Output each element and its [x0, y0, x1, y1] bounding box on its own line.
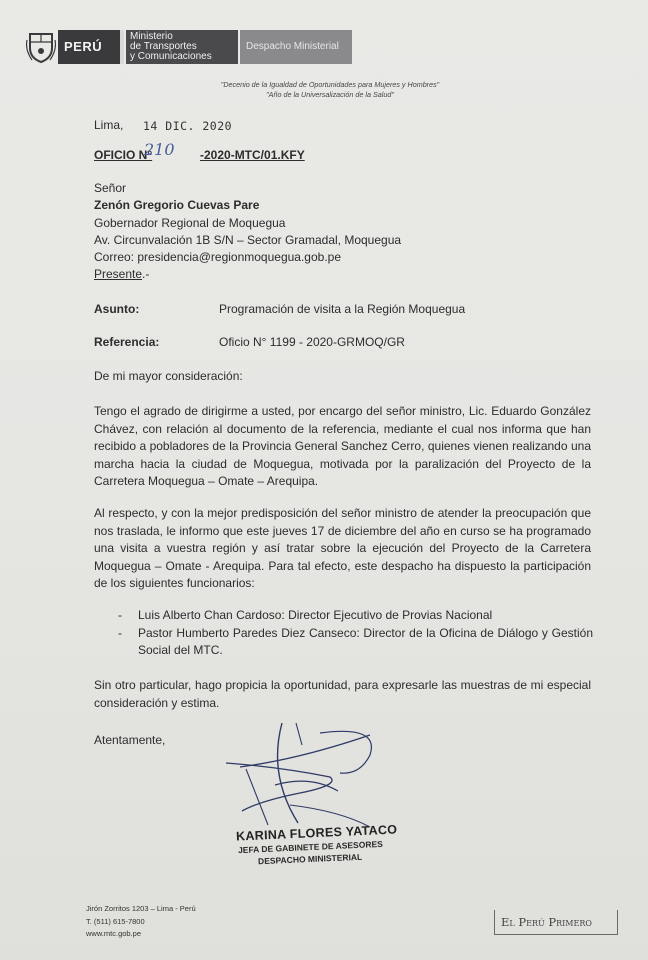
signature-name: KARINA FLORES YATACO [235, 822, 398, 844]
official-2: Pastor Humberto Paredes Diez Canseco: Director de la Oficina de Diálogo y Gestión Social del MTC. [138, 625, 593, 657]
date-stamp: 14 DIC. 2020 [143, 119, 233, 133]
decenio-line-1: "Decenio de la Igualdad de Oportunidades para Mujeres y Hombres" [220, 80, 440, 89]
presente-text: Presente [94, 267, 143, 282]
footer-address: Jirón Zorritos 1203 – Lima - Perú [86, 904, 196, 913]
official-1: Luis Alberto Chan Cardoso: Director Ejecutivo de Provias Nacional [138, 608, 493, 622]
presente [94, 266, 401, 283]
officials-list [118, 607, 593, 660]
peru-box [58, 30, 124, 64]
office-box [240, 30, 352, 64]
footer-phone: T. (511) 615-7800 [86, 916, 145, 926]
country-label: PERÚ [64, 39, 103, 54]
presente-suffix: .- [142, 267, 150, 282]
salutation: Señor [94, 181, 127, 195]
letterhead [26, 28, 339, 66]
recipient-title: Gobernador Regional de Moquegua [94, 215, 286, 230]
oficio-prefix: OFICIO N° [94, 148, 153, 162]
paragraph-2: Al respecto, y con la mejor predisposición del señor ministro de atender la preocupación que nos traslada, le informo que este jueves 17 de diciembre del año en curso se ha programado una visita a vuestra región y así tratar sobre la ejecución del Proyecto de la Carretera Moquegua – Omate - Arequipa. Para tal efecto, este despacho ha dispuesto la participación de los siguientes funcionarios: [94, 506, 591, 590]
decenio-line-2: "Año de la Universalización de la Salud" [266, 90, 394, 99]
ministry-line-2: de Transportes [130, 41, 197, 52]
date-city: Lima, [94, 118, 124, 132]
paragraph-1: Tengo el agrado de dirigirme a usted, por encargo del señor ministro, Lic. Eduardo González Chávez, con relación al documento de la referencia, mediante el cual nos informa que han recibido a pobladores de la Provincia General Sanchez Cerro, quienes vienen realizando una marcha hacia la ciudad de Moquegua, motivada por la paralización del Proyecto de la Carretera Moquegua – Omate – Arequipa. [94, 404, 591, 488]
closing-paragraph: Sin otro particular, hago propicia la oportunidad, para expresarle las muestras de mi especial consideración y estima. [94, 678, 591, 710]
farewell: Atentamente, [94, 733, 166, 747]
recipient-name: Zenón Gregorio Cuevas Pare [94, 198, 260, 213]
asunto-value: Programación de visita a la Región Moquegua [219, 302, 466, 316]
ministry-box [126, 30, 238, 64]
ministry-line-1: Ministerio [130, 31, 173, 42]
recipient-block [94, 180, 401, 284]
recipient-email: Correo: presidencia@regionmoquegua.gob.pe [94, 250, 342, 265]
oficio-number: 210 [144, 140, 175, 159]
coat-of-arms-icon [26, 30, 56, 64]
ministry-line-3: y Comunicaciones [130, 51, 212, 62]
recipient-address: Av. Circunvalación 1B S/N – Sector Gramadal, Moquegua [94, 232, 402, 247]
oficio-suffix: -2020-MTC/01.KFY [200, 148, 305, 162]
list-item: - Luis Alberto Chan Cardoso: Director Ejecutivo de Provias Nacional [118, 608, 493, 622]
referencia-label: Referencia: [94, 335, 160, 349]
asunto-label: Asunto: [94, 302, 140, 316]
footer-contact [86, 903, 196, 941]
signature-role: JEFA DE GABINETE DE ASESORES [237, 838, 384, 856]
footer-web: www.mtc.gob.pe [86, 929, 142, 938]
list-item: - Pastor Humberto Paredes Diez Canseco: Director de la Oficina de Diálogo y Gestión Social del MTC. [118, 625, 593, 657]
decenio-header [150, 80, 510, 100]
office-label: Despacho Ministerial [246, 41, 339, 52]
slogan-box [494, 910, 618, 935]
greeting: De mi mayor consideración: [94, 369, 243, 383]
signature-office: DESPACHO MINISTERIAL [257, 851, 363, 867]
slogan-text: El Perú Primero [501, 915, 592, 929]
referencia-value: Oficio N° 1199 - 2020-GRMOQ/GR [219, 335, 405, 349]
